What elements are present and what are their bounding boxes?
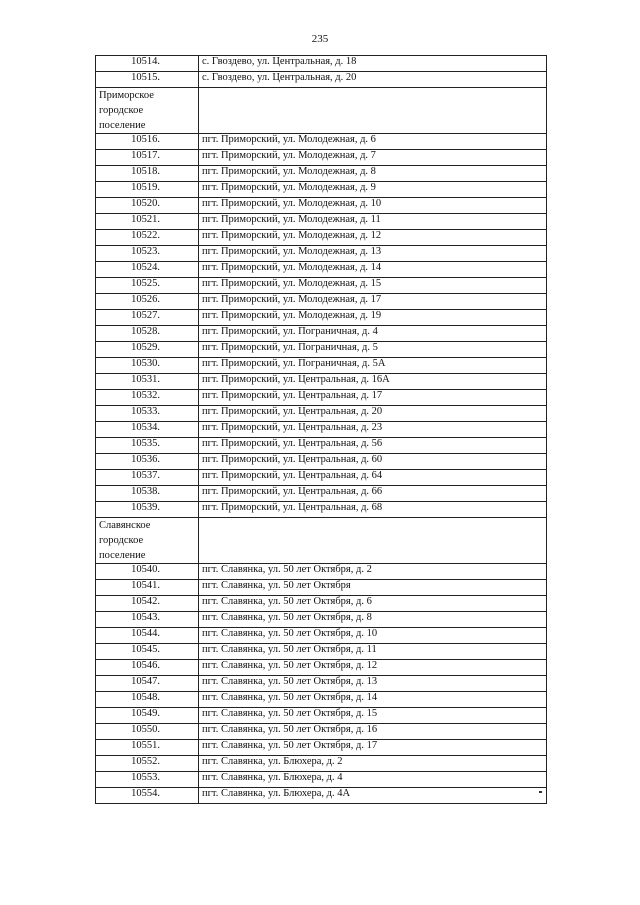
entry-number: 10526. xyxy=(96,294,199,310)
entry-address: пгт. Приморский, ул. Молодежная, д. 19 xyxy=(199,310,547,326)
entry-number: 10549. xyxy=(96,708,199,724)
entry-number: 10514. xyxy=(96,56,199,72)
entry-address: пгт. Приморский, ул. Молодежная, д. 13 xyxy=(199,246,547,262)
entry-number: 10521. xyxy=(96,214,199,230)
entry-number: 10543. xyxy=(96,612,199,628)
entry-number: 10525. xyxy=(96,278,199,294)
entry-address: пгт. Приморский, ул. Центральная, д. 68 xyxy=(199,502,547,518)
entry-address: пгт. Славянка, ул. 50 лет Октября, д. 11 xyxy=(199,644,547,660)
table-row xyxy=(96,278,547,294)
section-name-line: городское xyxy=(99,535,144,546)
entry-address: пгт. Приморский, ул. Молодежная, д. 14 xyxy=(199,262,547,278)
table-row xyxy=(96,342,547,358)
table-row xyxy=(96,72,547,88)
table-row xyxy=(96,150,547,166)
section-empty-cell xyxy=(199,88,547,134)
entry-address: пгт. Приморский, ул. Молодежная, д. 12 xyxy=(199,230,547,246)
entry-address: пгт. Приморский, ул. Молодежная, д. 7 xyxy=(199,150,547,166)
entry-number: 10530. xyxy=(96,358,199,374)
entry-number: 10537. xyxy=(96,470,199,486)
entry-address: пгт. Славянка, ул. 50 лет Октября, д. 6 xyxy=(199,596,547,612)
entry-address: пгт. Приморский, ул. Молодежная, д. 15 xyxy=(199,278,547,294)
entry-number: 10527. xyxy=(96,310,199,326)
entry-address: с. Гвоздево, ул. Центральная, д. 18 xyxy=(199,56,547,72)
entry-address: пгт. Приморский, ул. Пограничная, д. 5 xyxy=(199,342,547,358)
table-row xyxy=(96,374,547,390)
table-row xyxy=(96,740,547,756)
entry-number: 10524. xyxy=(96,262,199,278)
entry-address: пгт. Приморский, ул. Центральная, д. 20 xyxy=(199,406,547,422)
table-row xyxy=(96,56,547,72)
table-row xyxy=(96,198,547,214)
entry-number: 10547. xyxy=(96,676,199,692)
table-row xyxy=(96,422,547,438)
entry-number: 10529. xyxy=(96,342,199,358)
section-name-line: городское xyxy=(99,105,144,116)
entry-address: пгт. Славянка, ул. 50 лет Октября, д. 8 xyxy=(199,612,547,628)
entry-number: 10551. xyxy=(96,740,199,756)
section-name-line: поселение xyxy=(99,120,146,131)
entry-number: 10554. xyxy=(96,788,199,804)
entry-address: пгт. Приморский, ул. Центральная, д. 60 xyxy=(199,454,547,470)
entry-number: 10528. xyxy=(96,326,199,342)
entry-address: пгт. Приморский, ул. Молодежная, д. 8 xyxy=(199,166,547,182)
section-name-line: поселение xyxy=(99,550,146,561)
table-row xyxy=(96,406,547,422)
entry-address: пгт. Приморский, ул. Молодежная, д. 6 xyxy=(199,134,547,150)
table-row xyxy=(96,772,547,788)
entry-address: пгт. Приморский, ул. Центральная, д. 17 xyxy=(199,390,547,406)
table-row xyxy=(96,166,547,182)
entry-number: 10550. xyxy=(96,724,199,740)
entry-number: 10517. xyxy=(96,150,199,166)
entry-address: пгт. Приморский, ул. Центральная, д. 56 xyxy=(199,438,547,454)
section-name-line: Славянское xyxy=(99,520,151,531)
table-row xyxy=(96,596,547,612)
table-row xyxy=(96,612,547,628)
entry-address: пгт. Приморский, ул. Молодежная, д. 10 xyxy=(199,198,547,214)
entry-number: 10523. xyxy=(96,246,199,262)
section-header-row xyxy=(96,88,547,134)
entry-number: 10534. xyxy=(96,422,199,438)
entry-number: 10544. xyxy=(96,628,199,644)
entry-address: пгт. Славянка, ул. Блюхера, д. 4 xyxy=(199,772,547,788)
entry-number: 10520. xyxy=(96,198,199,214)
table-row xyxy=(96,438,547,454)
entry-number: 10533. xyxy=(96,406,199,422)
scan-speck xyxy=(539,791,542,793)
entry-address: пгт. Приморский, ул. Центральная, д. 23 xyxy=(199,422,547,438)
entry-address: пгт. Славянка, ул. 50 лет Октября, д. 15 xyxy=(199,708,547,724)
table-row xyxy=(96,454,547,470)
entry-number: 10540. xyxy=(96,564,199,580)
table-row xyxy=(96,294,547,310)
entry-number: 10515. xyxy=(96,72,199,88)
section-name-cell xyxy=(96,518,199,564)
entry-number: 10536. xyxy=(96,454,199,470)
section-empty-cell xyxy=(199,518,547,564)
entry-number: 10532. xyxy=(96,390,199,406)
entry-address: пгт. Славянка, ул. 50 лет Октября, д. 14 xyxy=(199,692,547,708)
entry-address: пгт. Славянка, ул. 50 лет Октября, д. 17 xyxy=(199,740,547,756)
entry-number: 10545. xyxy=(96,644,199,660)
table-row xyxy=(96,486,547,502)
table-row xyxy=(96,214,547,230)
entry-address: пгт. Славянка, ул. 50 лет Октября xyxy=(199,580,547,596)
entry-address: пгт. Славянка, ул. 50 лет Октября, д. 12 xyxy=(199,660,547,676)
entry-address: пгт. Приморский, ул. Молодежная, д. 11 xyxy=(199,214,547,230)
entry-number: 10546. xyxy=(96,660,199,676)
table-row xyxy=(96,788,547,804)
entry-number: 10542. xyxy=(96,596,199,612)
entry-address: пгт. Славянка, ул. 50 лет Октября, д. 13 xyxy=(199,676,547,692)
table-row xyxy=(96,756,547,772)
entry-address: пгт. Славянка, ул. 50 лет Октября, д. 10 xyxy=(199,628,547,644)
entry-number: 10516. xyxy=(96,134,199,150)
entry-address: пгт. Славянка, ул. Блюхера, д. 4А xyxy=(199,788,547,804)
table-row xyxy=(96,182,547,198)
table-row xyxy=(96,708,547,724)
address-register-table xyxy=(95,55,547,804)
entry-number: 10548. xyxy=(96,692,199,708)
entry-address: пгт. Славянка, ул. 50 лет Октября, д. 16 xyxy=(199,724,547,740)
register-table-body xyxy=(96,56,547,804)
table-row xyxy=(96,390,547,406)
entry-address: пгт. Славянка, ул. 50 лет Октября, д. 2 xyxy=(199,564,547,580)
table-row xyxy=(96,310,547,326)
entry-address: пгт. Приморский, ул. Пограничная, д. 4 xyxy=(199,326,547,342)
entry-address: пгт. Приморский, ул. Центральная, д. 66 xyxy=(199,486,547,502)
table-row xyxy=(96,660,547,676)
entry-number: 10518. xyxy=(96,166,199,182)
entry-number: 10553. xyxy=(96,772,199,788)
entry-number: 10522. xyxy=(96,230,199,246)
entry-address: пгт. Приморский, ул. Молодежная, д. 17 xyxy=(199,294,547,310)
table-row xyxy=(96,134,547,150)
table-row xyxy=(96,326,547,342)
section-header-row xyxy=(96,518,547,564)
table-row xyxy=(96,246,547,262)
table-row xyxy=(96,262,547,278)
section-name-line: Приморское xyxy=(99,90,154,101)
table-row xyxy=(96,644,547,660)
table-row xyxy=(96,564,547,580)
entry-number: 10539. xyxy=(96,502,199,518)
entry-number: 10541. xyxy=(96,580,199,596)
table-row xyxy=(96,230,547,246)
table-row xyxy=(96,358,547,374)
entry-address: пгт. Приморский, ул. Молодежная, д. 9 xyxy=(199,182,547,198)
table-row xyxy=(96,470,547,486)
entry-number: 10519. xyxy=(96,182,199,198)
entry-number: 10538. xyxy=(96,486,199,502)
table-row xyxy=(96,724,547,740)
entry-number: 10531. xyxy=(96,374,199,390)
table-row xyxy=(96,692,547,708)
table-row xyxy=(96,580,547,596)
section-name-cell xyxy=(96,88,199,134)
entry-number: 10535. xyxy=(96,438,199,454)
entry-address: пгт. Приморский, ул. Пограничная, д. 5А xyxy=(199,358,547,374)
entry-address: с. Гвоздево, ул. Центральная, д. 20 xyxy=(199,72,547,88)
entry-address: пгт. Приморский, ул. Центральная, д. 64 xyxy=(199,470,547,486)
table-row xyxy=(96,676,547,692)
entry-address: пгт. Славянка, ул. Блюхера, д. 2 xyxy=(199,756,547,772)
entry-address: пгт. Приморский, ул. Центральная, д. 16А xyxy=(199,374,547,390)
entry-number: 10552. xyxy=(96,756,199,772)
table-row xyxy=(96,628,547,644)
table-row xyxy=(96,502,547,518)
page-number: 235 xyxy=(311,33,329,45)
